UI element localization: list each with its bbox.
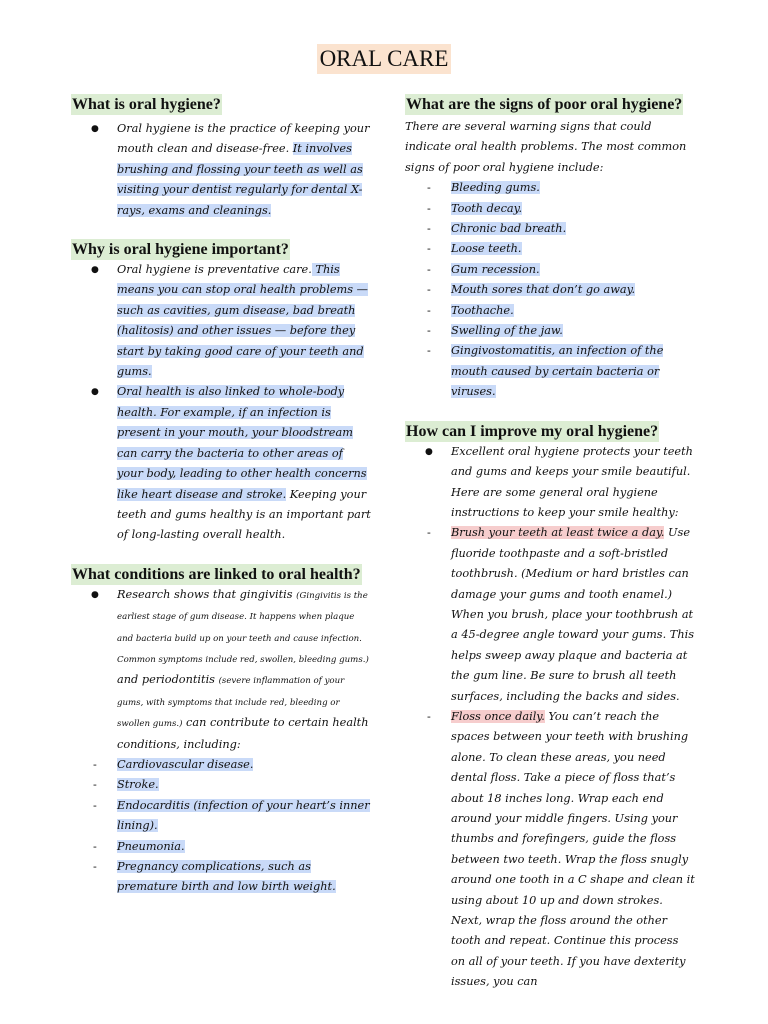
section-heading: What is oral hygiene?: [72, 96, 221, 113]
list-item: [71, 382, 371, 545]
highlighted-text: This means you can stop oral health problems — such as cavities, gum disease, bad breath (halitosis) and other issues — before they start by taking good care of your teeth and gums.: [117, 263, 368, 379]
section-heading: How can I improve my oral hygiene?: [406, 422, 659, 440]
list-item: [71, 775, 371, 795]
text-span: Research shows that gingivitis: [117, 587, 297, 601]
list-item: [405, 280, 695, 300]
list-item: [71, 260, 371, 382]
highlighted-text: Stroke.: [117, 778, 159, 792]
highlighted-text: Cardiovascular disease.: [117, 757, 254, 771]
highlighted-text: Toothache.: [451, 303, 514, 317]
pink-highlighted-text: Floss once daily.: [451, 709, 545, 723]
text-span: Oral hygiene is the practice of keeping your mouth clean and disease-free.: [117, 122, 370, 156]
text-span: and periodontitis: [117, 673, 219, 687]
pink-highlighted-text: Brush your teeth at least twice a day.: [451, 526, 665, 540]
highlighted-text: Bleeding gums.: [451, 181, 540, 195]
highlighted-text: Gingivostomatitis, an infection of the mouth caused by certain bacteria or viruses.: [451, 344, 664, 399]
highlighted-text: Chronic bad breath.: [451, 222, 567, 236]
text-span: Oral hygiene is preventative care.: [117, 263, 312, 277]
list-item: [71, 857, 371, 898]
title-container: [0, 44, 768, 74]
section-what-is-oral-hygiene: [71, 94, 371, 221]
highlighted-text: Mouth sores that don’t go away.: [451, 283, 636, 297]
list-item: [405, 219, 695, 239]
section-conditions-linked: [71, 564, 371, 898]
bullet-list: [71, 119, 371, 221]
list-item: [405, 341, 695, 402]
list-item: [405, 260, 695, 280]
list-item: [405, 301, 695, 321]
text-span: Excellent oral hygiene protects your teeth and gums and keeps your smile beautiful. Here are some general oral hygiene instructions to keep your smile healthy:: [451, 444, 693, 519]
list-item: [405, 442, 695, 524]
list-item: [405, 199, 695, 219]
section-heading: What conditions are linked to oral health?: [72, 565, 361, 583]
dash-list: [405, 523, 695, 992]
section-signs-poor-hygiene: [405, 94, 695, 403]
list-item: [405, 178, 695, 198]
page-title: ORAL CARE: [317, 44, 452, 74]
list-item: [71, 796, 371, 837]
text-span: Keeping your teeth and gums healthy is an important part of long-lasting overall health.: [117, 487, 371, 542]
highlighted-text: Endocarditis (infection of your heart’s inner lining).: [117, 798, 370, 833]
list-item: [405, 707, 695, 993]
list-item: [405, 523, 695, 707]
dash-list: [71, 755, 371, 898]
left-column: [71, 94, 371, 916]
list-item: [71, 755, 371, 775]
dash-list: [405, 178, 695, 402]
highlighted-text: Gum recession.: [451, 262, 540, 276]
text-span: can contribute to certain health conditions, including:: [117, 716, 369, 751]
list-item: [71, 585, 371, 755]
bullet-list: [71, 260, 371, 546]
section-heading: Why is oral hygiene important?: [72, 241, 289, 259]
text-span: Use fluoride toothpaste and a soft-bristled toothbrush. (Medium or hard bristles can damage your gums and tooth enamel.) When you brush, place your toothbrush at a 45-degree angle toward your gums. This helps sweep away plaque and bacteria at the gum line. Be sure to brush all teeth surfaces, including the backs and sides.: [451, 526, 694, 703]
section-heading: What are the signs of poor oral hygiene?: [406, 96, 683, 113]
list-item: [71, 119, 371, 221]
highlighted-text: Pneumonia.: [117, 839, 185, 853]
list-item: [405, 239, 695, 259]
highlighted-text: It involves brushing and flossing your teeth as well as visiting your dentist regularly for dental X-rays, exams and cleanings.: [117, 142, 363, 217]
list-item: [71, 837, 371, 857]
right-column: [405, 94, 695, 1011]
highlighted-text: Swelling of the jaw.: [451, 324, 563, 338]
bullet-list: [405, 442, 695, 524]
small-note: (severe inflammation of your gums, with symptoms that include red, bleeding or swollen gums.): [117, 676, 345, 730]
highlighted-text: Tooth decay.: [451, 201, 523, 215]
intro-paragraph: There are several warning signs that could indicate oral health problems. The most common signs of poor oral hygiene include:: [405, 120, 687, 174]
highlighted-text: Oral health is also linked to whole-body health. For example, if an infection is present in your mouth, your bloodstream can carry the bacteria to other areas of your body, leading to other health concerns like heart disease and stroke.: [117, 385, 367, 501]
bullet-list: [71, 585, 371, 755]
text-span: You can’t reach the spaces between your teeth with brushing alone. To clean these areas, you need dental floss. Take a piece of floss that’s about 18 inches long. Wrap each end around your middle fingers. Using your thumbs and forefingers, guide the floss between two teeth. Wrap the floss snugly around one tooth in a C shape and clean it using about 10 up and down strokes. Next, wrap the floss around the other tooth and repeat. Continue this process on all of your teeth. If you have dexterity issues, you can: [451, 709, 695, 989]
section-why-important: [71, 239, 371, 546]
small-note: (Gingivitis is the earliest stage of gum disease. It happens when plaque and bacteria build up on your teeth and cause infection. Common symptoms include red, swollen, bleeding gums.): [117, 590, 369, 665]
section-improve-hygiene: [405, 421, 695, 993]
list-item: [405, 321, 695, 341]
highlighted-text: Pregnancy complications, such as premature birth and low birth weight.: [117, 860, 336, 894]
highlighted-text: Loose teeth.: [451, 242, 522, 256]
